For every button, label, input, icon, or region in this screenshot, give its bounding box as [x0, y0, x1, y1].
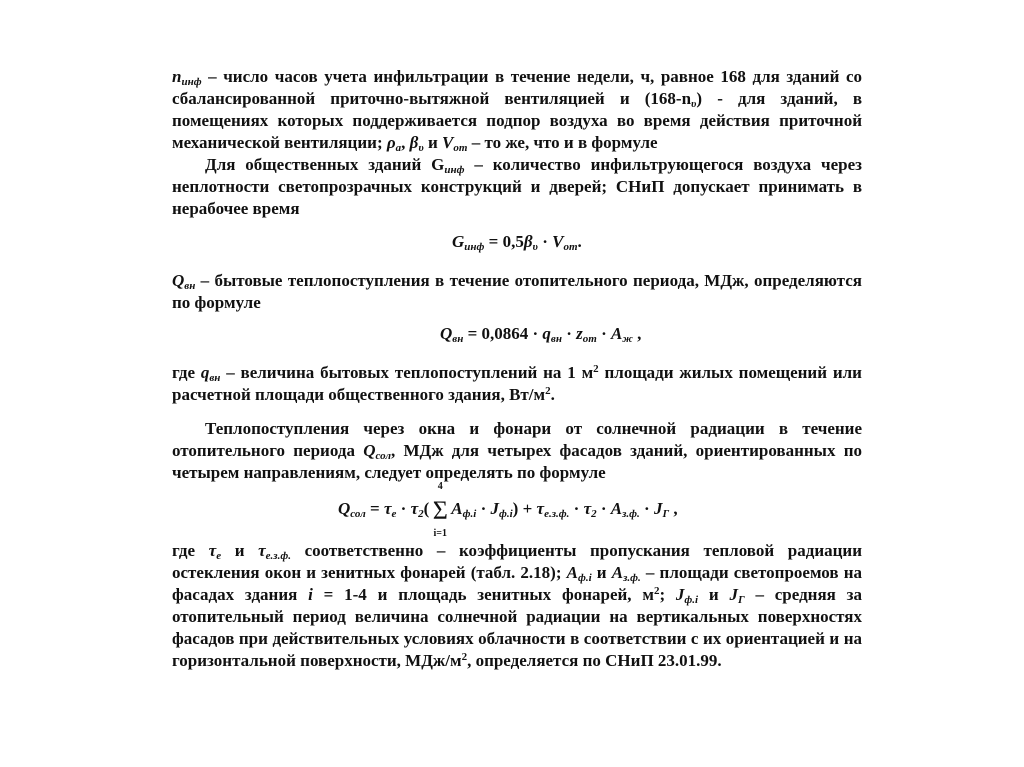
- paragraph-solar: Теплопоступления через окна и фонари от солнечной радиации в течение отопительного периода $Q_{сол}$, МДж для четырех фасадов зданий, ориентированных по четырем направлениям, следует определять по формуле: [172, 419, 862, 482]
- formula-g-inf: $G_{инф} = 0,5\beta_\upsilon \cdot V_{от}$.: [452, 232, 582, 253]
- paragraph-q-vn: $Q_{вн}$ – бытовые теплопоступления в течение отопительного периода, МДж, определяются по формуле: [172, 271, 862, 312]
- paragraph-n-inf: $n_{инф}$ – число часов учета инфильтрации в течение недели, ч, равное 168 для зданий со сбалансированной приточно-вытяжной вентиляцией и $(168-n_\upsilon)$ - для зданий, в помещениях которых поддерживается подпор воздуха во время действия приточной механической вентиляции; $\rho_a$, $\beta_\upsilon$ и $V_{от}$ – то же, что и в формуле: [172, 67, 862, 154]
- paragraph-public-buildings: Для общественных зданий $G_{инф}$ – количество инфильтрующегося воздуха через неплотности светопрозрачных конструкций и дверей; СНиП допускает принимать в нерабочее время: [172, 155, 862, 218]
- sum-operator: 4 Σ i=1: [432, 481, 448, 539]
- formula-q-vn: $Q_{вн} = 0,0864 \cdot q_{вн} \cdot z_{от} \cdot A_ж$ ,: [440, 324, 642, 345]
- formula-q-sol: $Q_{сол} = \tau_e \cdot \tau_2$( 4 Σ i=1 $A_{ф.i} \cdot J_{ф.i}) + \tau_{е.з.ф.} \cdot \tau_2 \cdot A_{з.ф.} \cdot J_Г$ ,: [338, 481, 678, 539]
- paragraph-q-vn-def: где $q_{вн}$ – величина бытовых теплопоступлений на 1 $м^2$ площади жилых помещений или расчетной площади общественного здания, $Вт/м^2$.: [172, 363, 862, 404]
- paragraph-definitions: где $\tau_e$ и $\tau_{е.з.ф.}$ соответственно – коэффициенты пропускания тепловой радиации остекления окон и зенитных фонарей (табл. 2.18); $A_{ф.i}$ и $A_{з.ф.}$ – площади светопроемов на фасадах здания i = 1-4 и площадь зенитных фонарей, $м^2$; $J_{ф.i}$ и $J_Г$ – средняя за отопительный период величина солнечной радиации на вертикальных поверхностях фасадов при действительных условиях облачности в соответствии с их ориентацией и на горизонтальной поверхности, МДж/$м^2$, определяется по СНиП 23.01.99.: [172, 541, 863, 670]
